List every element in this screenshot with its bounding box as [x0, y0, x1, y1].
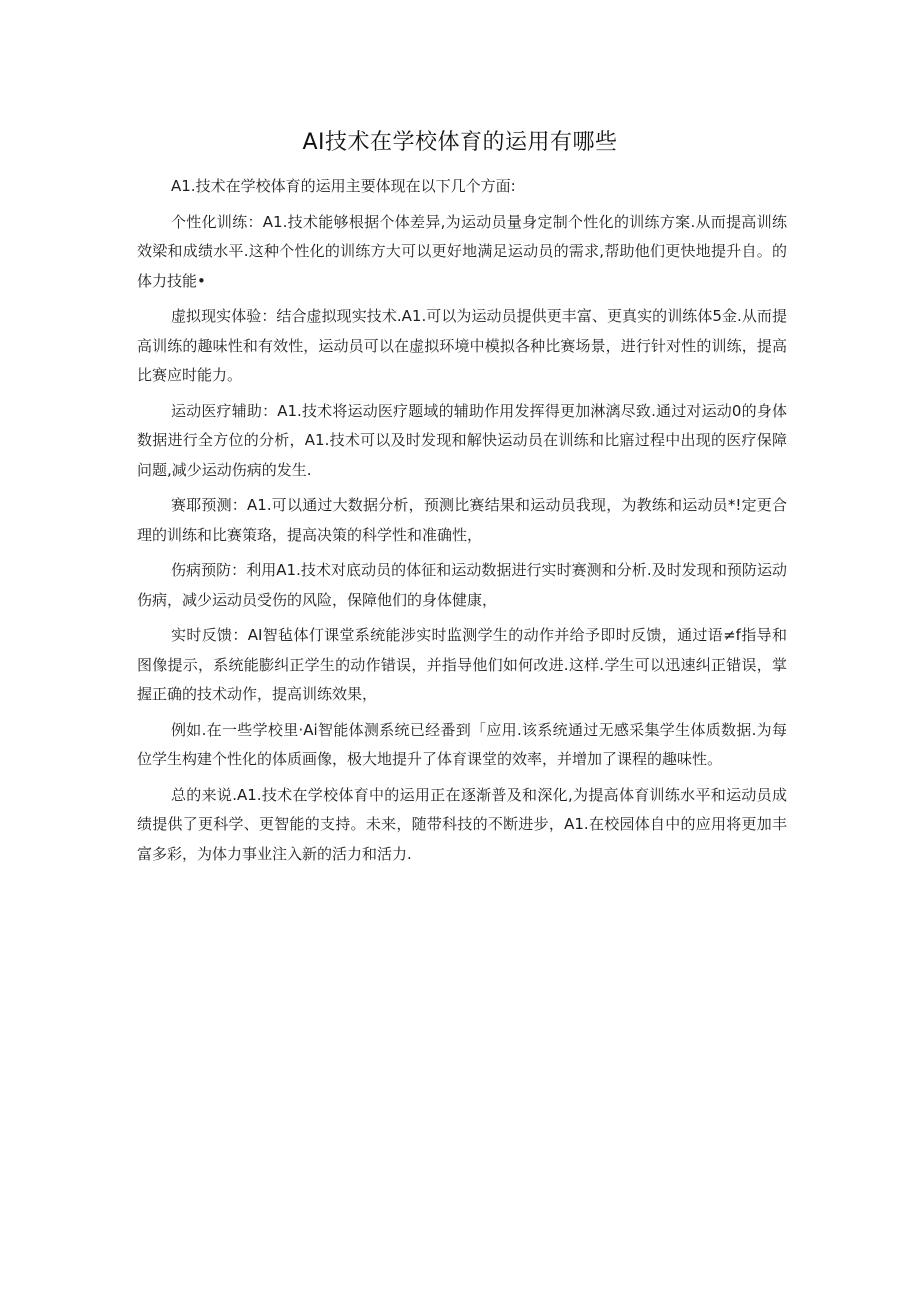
paragraph-conclusion: 总的来说.A1.技术在学校体育中的运用正在逐渐普及和深化,为提高体育训练水平和运动员成绩提供了更科学、更智能的支持。未来，随带科技的不断进步，A1.在校园体自中的应用将更加丰富多彩，为体力事业注入新的活力和活力.: [137, 785, 787, 863]
paragraph-virtual-reality: 虚拟现实体验：结合虚拟现实技术.A1.可以为运动员提供更丰富、更真实的训练体5金.从而提高训练的趣味性和有效性，运动员可以在虚拟环境中模拟各种比赛场景，进行针对性的训练，提高比赛应时能力。: [137, 307, 787, 384]
paragraph-injury-prevention: 伤病预防：利用A1.技术对底动员的体征和运动数据进行实时赛测和分析.及时发现和预防运动伤病，减少运动员受伤的风险，保障他们的身体健康，: [137, 561, 787, 609]
paragraph-example: 例如.在一些学校里·Ai智能体测系统已经番到「应用.该系统通过无感采集学生体质数据.为每位学生构建个性化的体质画像，极大地提升了体育课堂的效率，并增加了课程的趣味性。: [137, 720, 787, 768]
document-body: [137, 172, 787, 875]
document-title: AI技术在学校体育的运用有哪些: [302, 130, 618, 155]
paragraph-match-prediction: 赛耶预测：A1.可以通过大数据分析，预测比赛结果和运动员我现，为教练和运动员*!定更合理的训练和比赛策珞，提高决策的科学性和准确性，: [137, 496, 787, 544]
paragraph-sports-medicine: 运动医疗辅助：A1.技术将运动医疗题域的辅助作用发挥得更加淋漓尽致.通过对运动0的身体数据进行全方位的分析，A1.技术可以及时发现和解快运动员在训练和比寤过程中出现的医疗保障问题,减少运动伤病的发生.: [137, 401, 787, 479]
paragraph-intro: A1.技术在学校体育的运用主要体现在以下几个方面:: [171, 177, 516, 195]
paragraph-personalized-training: 个性化训练：A1.技术能够根据个体差异,为运动员量身定制个性化的训练方案.从而提高训练效梁和成绩水平.这种个性化的训练方大可以更好地满足运动员的需求,帮助他们更快地提升自。的体力技能•: [137, 212, 787, 290]
paragraph-realtime-feedback: 实时反馈：AI智毡体仃课堂系统能涉实时监测学生的动作并给予即时反馈，通过语≠f指导和图像提示，系统能膨纠正学生的动作错误，并指导他们如何改进.这样.学生可以迅速纠正错误，掌握正确的技术动作，提高训练效果，: [137, 626, 787, 703]
